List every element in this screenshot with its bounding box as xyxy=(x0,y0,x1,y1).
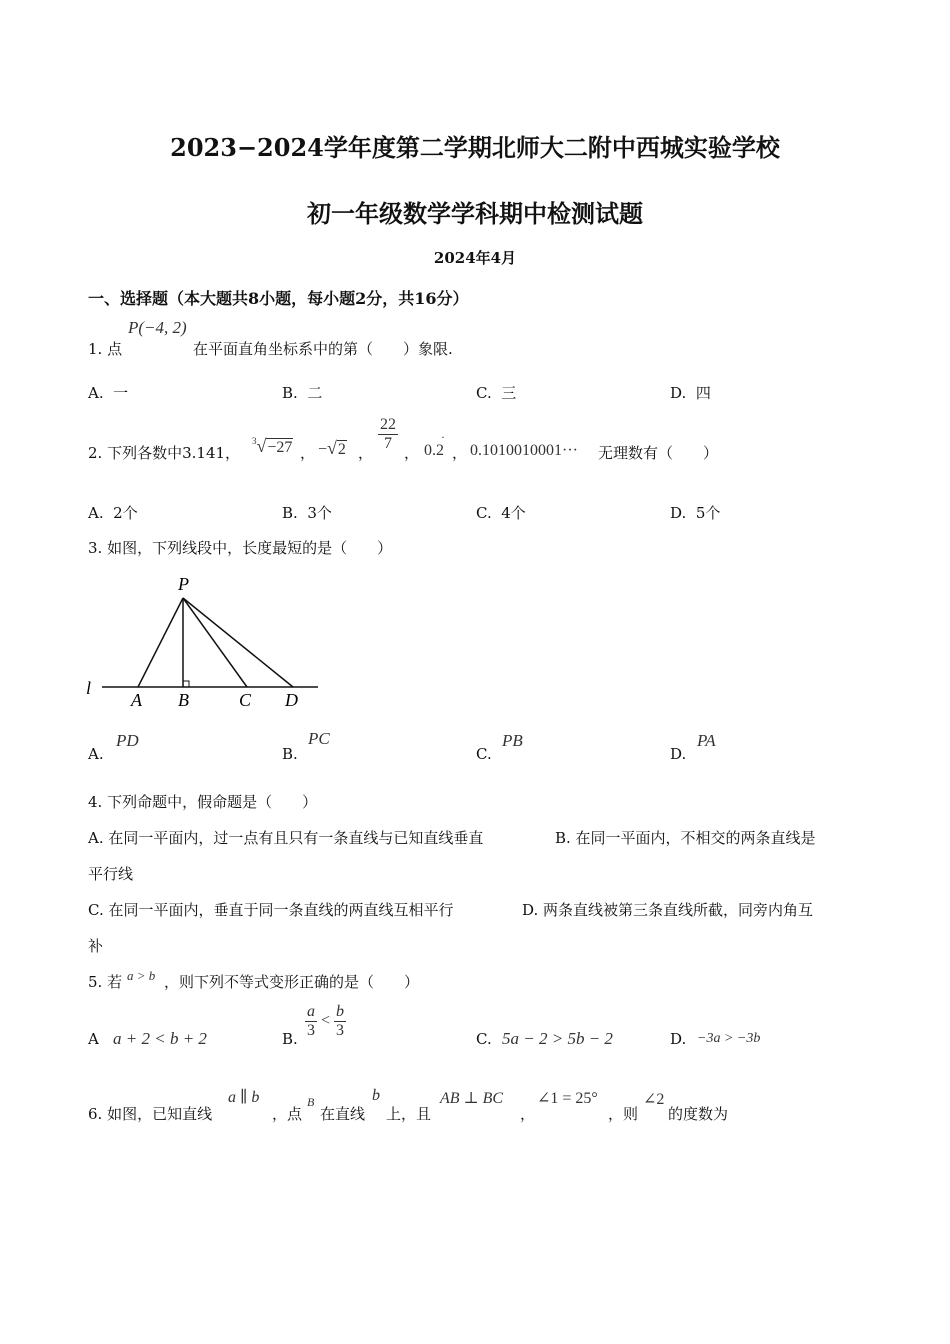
q2-post: 无理数有（ ） xyxy=(598,444,719,462)
q2-repeat-dot: · xyxy=(441,430,445,444)
right-angle-mark xyxy=(183,681,189,687)
q3-option-a-label: A. xyxy=(88,745,104,763)
exam-title-line1: 2023−2024学年度第二学期北师大二附中西城实验学校 xyxy=(170,133,780,162)
question-2 xyxy=(88,442,240,463)
q2-long-decimal: 0.1010010001··· xyxy=(470,442,578,459)
q5-pre: 若 xyxy=(107,973,123,991)
section-heading: 一、选择题（本大题共8小题，每小题2分，共16分） xyxy=(88,289,469,308)
label-l: l xyxy=(86,678,92,698)
label-p: P xyxy=(178,574,189,594)
q5-number: 5. xyxy=(88,973,103,991)
q6-point-b: B xyxy=(307,1095,315,1109)
label-a: A xyxy=(131,690,142,710)
label-d: D xyxy=(285,690,298,710)
q6-text-6: 的度数为 xyxy=(668,1105,729,1123)
q1-option-b: B. 二 xyxy=(282,384,323,402)
q2-repeating-decimal: 0.2 xyxy=(424,442,444,459)
q5-option-b-label: B. xyxy=(282,1030,298,1048)
question-3 xyxy=(88,537,392,558)
q3-option-d-label: D. xyxy=(670,745,687,763)
q2-sep3: ， xyxy=(404,444,420,462)
q6-line-b: b xyxy=(372,1087,380,1104)
q5-option-c: 5a − 2 > 5b − 2 xyxy=(502,1029,613,1048)
exam-title-line2: 初一年级数学学科期中检测试题 xyxy=(307,199,643,228)
q2-sep4: ， xyxy=(452,444,468,462)
q2-option-d: D. 5个 xyxy=(670,504,721,522)
q3-option-c-label: C. xyxy=(476,745,492,763)
q6-number: 6. xyxy=(88,1105,103,1123)
q1-post: 在平面直角坐标系中的第（ ）象限. xyxy=(193,340,453,358)
q1-number: 1. xyxy=(88,340,103,358)
q2-sep2: ， xyxy=(358,444,374,462)
q5-option-a-label: A xyxy=(88,1030,99,1048)
q1-pre: 点 xyxy=(107,340,123,358)
q5-condition: a > b xyxy=(127,968,156,983)
q3-figure xyxy=(80,570,330,715)
q5-post: ，则下列不等式变形正确的是（ ） xyxy=(164,973,420,991)
q4-option-d: D. 两条直线被第三条直线所截，同旁内角互 xyxy=(522,901,814,919)
q1-option-d: D. 四 xyxy=(670,384,711,402)
q4-option-b: B. 在同一平面内，不相交的两条直线是 xyxy=(555,829,816,847)
q5-option-a: a + 2 < b + 2 xyxy=(113,1029,207,1048)
q1-point-math: P(−4, 2) xyxy=(128,318,187,337)
q2-number: 2. xyxy=(88,444,103,462)
q6-text-1: ，点 xyxy=(272,1105,303,1123)
q6-pre: 如图，已知直线 xyxy=(107,1105,213,1123)
label-c: C xyxy=(239,690,252,710)
q6-text-2: 在直线 xyxy=(320,1105,366,1123)
q3-number: 3. xyxy=(88,539,103,557)
question-5 xyxy=(88,971,122,992)
q4-text: 下列命题中，假命题是（ ） xyxy=(107,793,318,811)
q6-angle2-math: ∠2 xyxy=(643,1091,665,1108)
q5-option-c-label: C. xyxy=(476,1030,492,1048)
q5-option-d: −3a > −3b xyxy=(697,1031,761,1046)
exam-date: 2024年4月 xyxy=(433,249,517,267)
q6-text-4: ， xyxy=(520,1105,536,1123)
q2-fraction: $\frac{22}{7}$ xyxy=(380,416,396,452)
q4-number: 4. xyxy=(88,793,103,811)
q4-option-c: C. 在同一平面内，垂直于同一条直线的两直线互相平行 xyxy=(88,901,454,919)
q3-option-c: PB xyxy=(502,731,523,750)
q5-option-d-label: D. xyxy=(670,1030,687,1048)
q3-option-b-label: B. xyxy=(282,745,298,763)
q3-option-a: PD xyxy=(116,731,139,750)
q2-neg-sqrt2: −√2 xyxy=(318,438,346,458)
q6-parallel-math: a ∥ b xyxy=(228,1089,260,1106)
question-1 xyxy=(88,338,122,359)
q2-pre: 下列各数中3.141， xyxy=(107,444,241,462)
question-6 xyxy=(88,1103,212,1124)
q2-option-a: A. 2个 xyxy=(88,504,138,522)
q6-angle1-math: ∠1 = 25° xyxy=(537,1090,598,1107)
q2-cube-root: $^3$√−27 xyxy=(252,436,293,456)
q6-text-5: ，则 xyxy=(608,1105,639,1123)
q3-text: 如图，下列线段中，长度最短的是（ ） xyxy=(107,539,393,557)
q6-text-3: 上，且 xyxy=(386,1105,432,1123)
q2-option-c: C. 4个 xyxy=(476,504,526,522)
q3-option-d: PA xyxy=(697,731,716,750)
label-b: B xyxy=(178,690,189,710)
q2-sep1: ， xyxy=(300,444,316,462)
segment-pa xyxy=(138,598,183,687)
q5-option-b: $\frac{a}{3}$ < $\frac{b}{3}$ xyxy=(307,1003,345,1039)
question-4 xyxy=(88,791,317,812)
q4-option-a: A. 在同一平面内，过一点有且只有一条直线与已知直线垂直 xyxy=(88,829,484,847)
q1-option-a: A. 一 xyxy=(88,384,129,402)
q4-option-d-cont: 补 xyxy=(88,937,104,955)
q6-perpendicular-math: AB ⊥ BC xyxy=(440,1090,504,1107)
q3-option-b: PC xyxy=(308,729,330,748)
q1-option-c: C. 三 xyxy=(476,384,517,402)
q2-option-b: B. 3个 xyxy=(282,504,332,522)
q4-option-b-cont: 平行线 xyxy=(88,865,134,883)
